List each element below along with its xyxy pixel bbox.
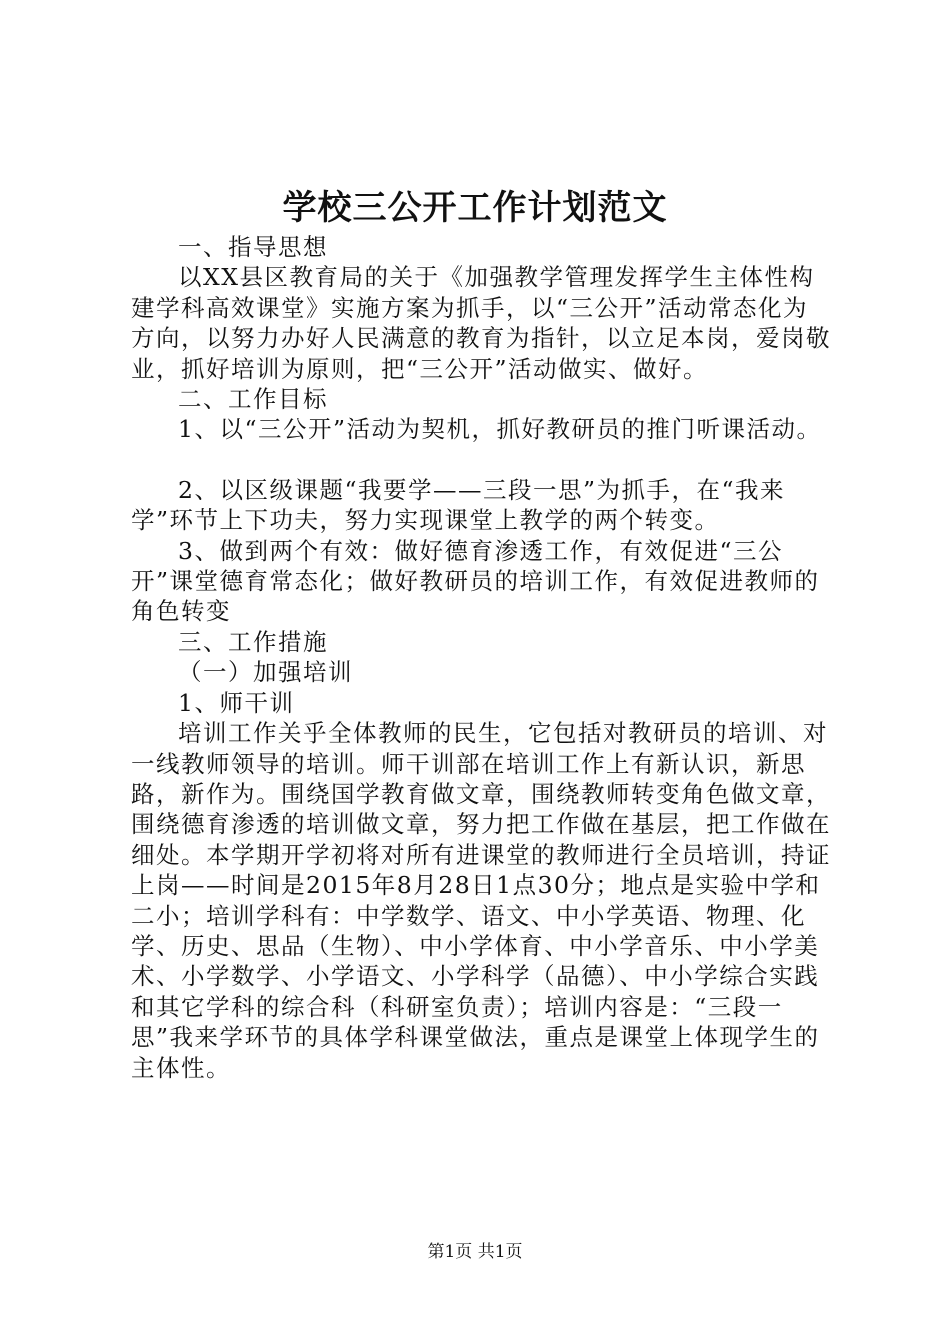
section-heading-guiding-ideology: 一、指导思想 [178,233,328,261]
section-heading-work-goals: 二、工作目标 [178,385,328,414]
goal-item-2: 2、以区级课题“我要学——三段一思”为抓手，在“我来学”环节上下功夫，努力实现课堂上教学的两个转变。 [131,475,785,535]
subsection-heading-teacher-training: 1、师干训 [178,688,295,717]
goal-item-3: 3、做到两个有效：做好德育渗透工作，有效促进“三公开”课堂德育常态化；做好教研员的培训工作，有效促进教师的角色转变 [131,536,820,626]
section-heading-work-measures: 三、工作措施 [178,627,328,656]
goal-item-1: 1、以“三公开”活动为契机，抓好教研员的推门听课活动。 [178,415,822,444]
document-title: 学校三公开工作计划范文 [282,188,668,228]
document-body [131,232,831,1083]
subsection-heading-training: （一）加强培训 [178,658,353,687]
paragraph-guiding-ideology: 以XX县区教育局的关于《加强教学管理发挥学生主体性构建学科高效课堂》实施方案为抓手，以“三公开”活动常态化为方向，以努力办好人民满意的教育为指针，以立足本岗，爱岗敬业，抓好培训为原则，把“三公开”活动做实、做好。 [131,263,831,383]
paragraph-teacher-training: 培训工作关乎全体教师的民生，它包括对教研员的培训、对一线教师领导的培训。师干训部在培训工作上有新认识，新思路，新作为。围绕国学教育做文章，围绕教师转变角色做文章，围绕德育渗透的培训做文章，努力把工作做在基层，把工作做在细处。本学期开学初将对所有进课堂的教师进行全员培训，持证上岗——时间是2015年8月28日1点30分；地点是实验中学和二小；培训学科有：中学数学、语文、中小学英语、物理、化学、历史、思品（生物）、中小学体育、中小学音乐、中小学美术、小学数学、小学语文、小学科学（品德）、中小学综合实践和其它学科的综合科（科研室负责）；培训内容是：“三段一思”我来学环节的具体学科课堂做法，重点是课堂上体现学生的主体性。 [131,719,831,1082]
page-footer: 第1页 共1页 [427,1242,523,1262]
